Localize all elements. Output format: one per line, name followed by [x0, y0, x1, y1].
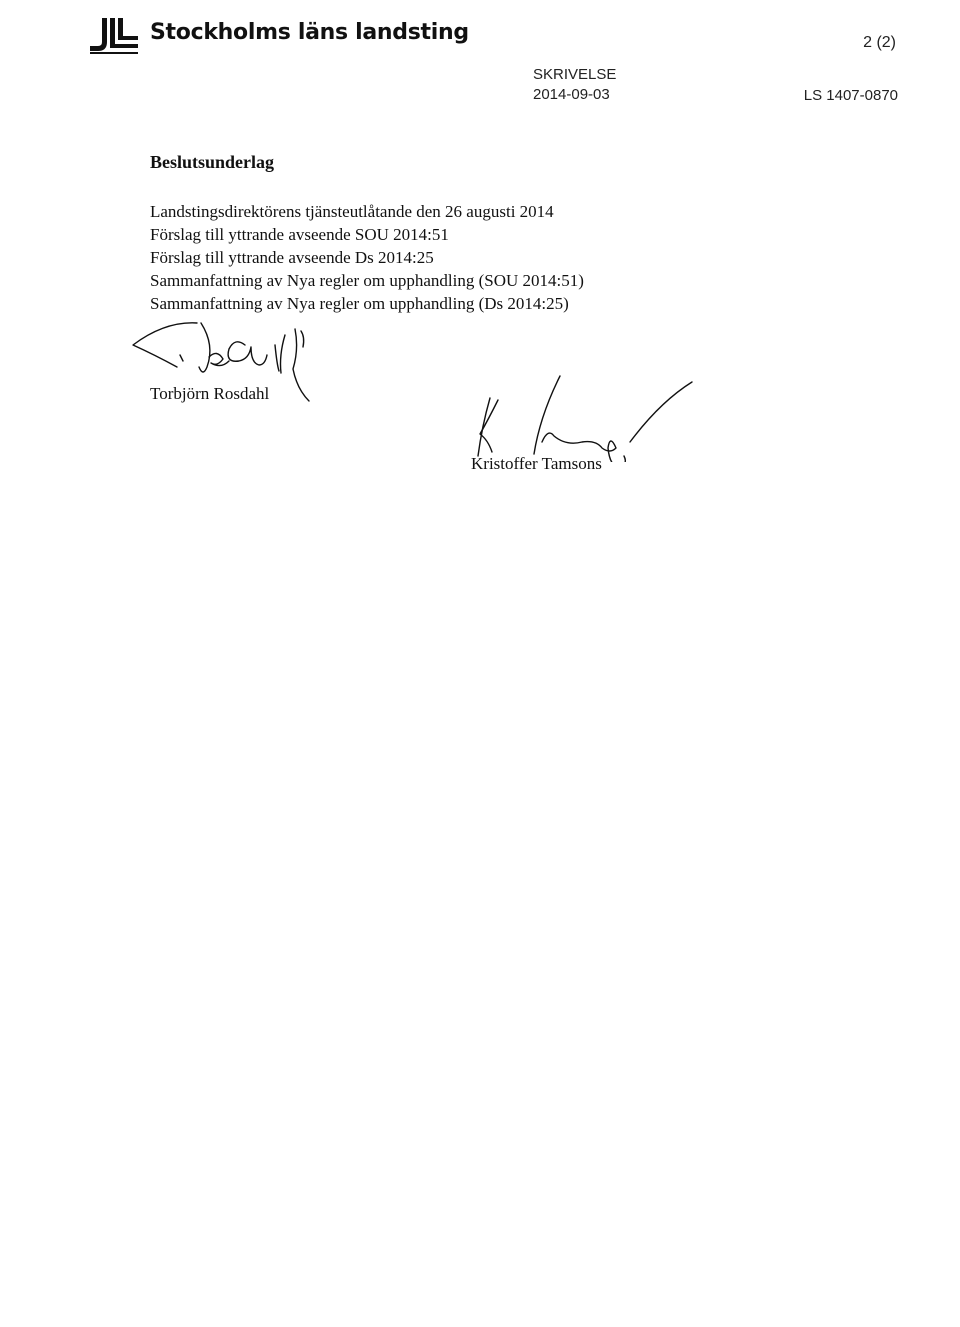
list-item: Landstingsdirektörens tjänsteutlåtande den 26 augusti 2014 [150, 202, 554, 221]
document-date: 2014-09-03 [533, 86, 610, 103]
organization-name: Stockholms läns landsting [150, 20, 469, 45]
list-item: Sammanfattning av Nya regler om upphandling (Ds 2014:25) [150, 294, 569, 313]
list-item: Förslag till yttrande avseende SOU 2014:51 [150, 225, 449, 244]
signer-name-left: Torbjörn Rosdahl [150, 384, 270, 403]
document-reference: LS 1407-0870 [803, 87, 898, 104]
signature-right [462, 372, 702, 462]
sll-logo-icon [88, 16, 142, 56]
signer-name-right: Kristoffer Tamsons [471, 454, 602, 473]
page-number: 2 (2) [863, 34, 896, 51]
list-item: Sammanfattning av Nya regler om upphandling (SOU 2014:51) [150, 271, 584, 290]
attachment-list [150, 200, 584, 315]
section-title: Beslutsunderlag [150, 152, 275, 172]
document-type: SKRIVELSE [533, 66, 617, 83]
list-item: Förslag till yttrande avseende Ds 2014:25 [150, 248, 434, 267]
